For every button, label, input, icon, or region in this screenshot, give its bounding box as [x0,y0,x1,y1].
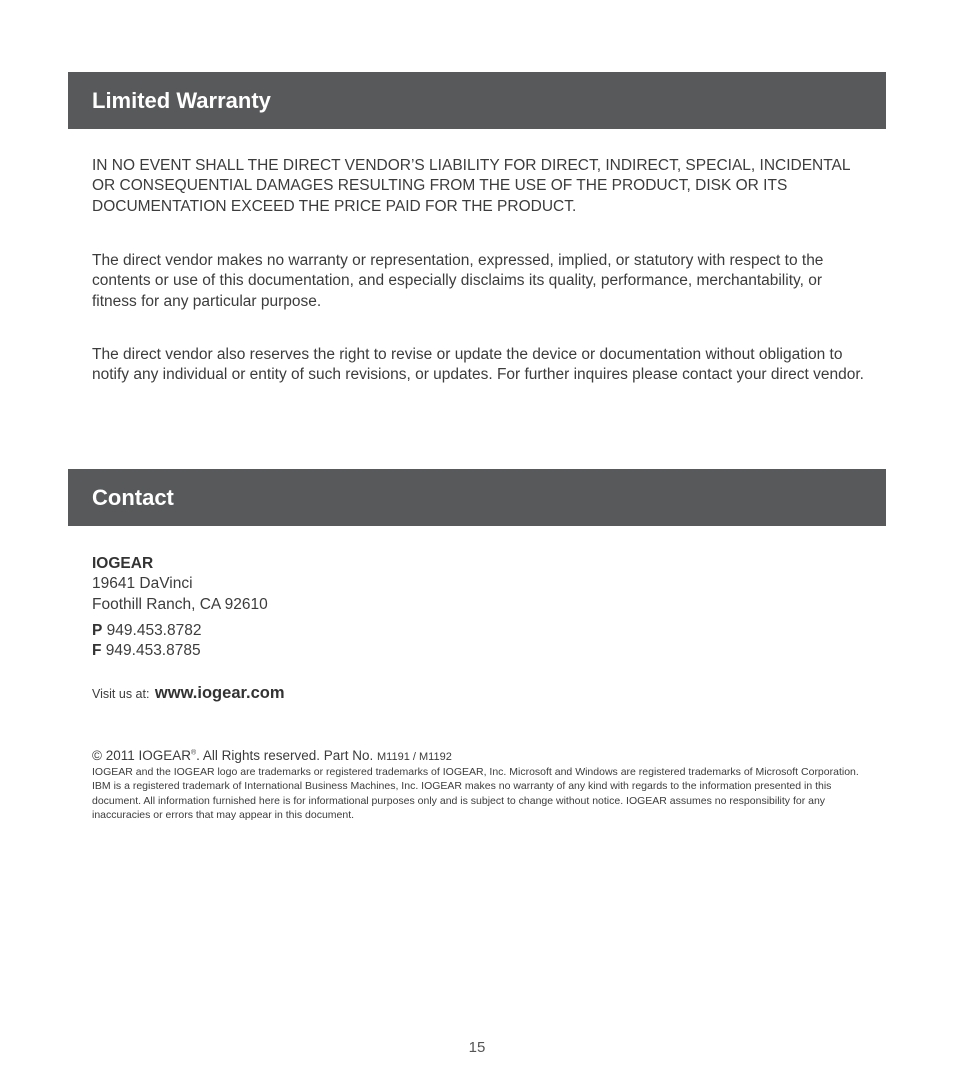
page-number: 15 [468,1039,486,1056]
phone-line [92,621,201,641]
contact-header [68,469,886,526]
address-line-1: 19641 DaVinci [92,575,193,593]
contact-address-block [92,554,268,615]
phone-number: 949.453.8782 [106,622,202,639]
registered-mark: ® [191,749,197,757]
warranty-revision-paragraph: The direct vendor also reserves the right to revise or update the device or documentation without obligation to notify any individual or entity of such revisions, or updates. For further inquires please contact your direct vendor. [92,346,864,384]
visit-line [92,684,285,703]
fax-number: 949.453.8785 [105,642,201,660]
limited-warranty-header [68,72,886,129]
limited-warranty-title: Limited Warranty [92,87,271,113]
visit-label: Visit us at: [92,687,150,701]
part-number: M1191 / M1192 [377,751,452,763]
phone-label: P [92,622,103,639]
copyright-line [92,748,452,763]
copyright-suffix: . All Rights reserved. Part No. [196,748,374,763]
contact-phones-block [92,621,201,662]
website-link[interactable]: www.iogear.com [154,684,285,702]
contact-title: Contact [92,484,174,510]
warranty-disclaimer-paragraph: The direct vendor makes no warranty or representation, expressed, implied, or statutory with respect to the contents or use of this documentation, and especially disclaims its quality, performance, merchantability, or fitness for any particular purpose. [92,252,824,310]
company-name: IOGEAR [92,555,154,572]
address-line-2: Foothill Ranch, CA 92610 [92,595,268,613]
warranty-liability-paragraph: IN NO EVENT SHALL THE DIRECT VENDOR’S LIABILITY FOR DIRECT, INDIRECT, SPECIAL, INCIDENTAL OR CONSEQUENTIAL DAMAGES RESULTING FROM THE USE OF THE PRODUCT, DISK OR ITS DOCUMENTATION EXCEED THE PRICE PAID FOR THE PRODUCT. [92,157,850,215]
fax-label: F [92,642,102,660]
legal-trademark-text: IOGEAR and the IOGEAR logo are trademarks or registered trademarks of IOGEAR, Inc. Microsoft and Windows are registered trademarks of Microsoft Corporation. IBM is a registered trademark of International Business Machines, Inc. IOGEAR makes no warranty of any kind with regards to the information presented in this document. All information furnished here is for informational purposes only and is subject to change without notice. IOGEAR assumes no responsibility for any inaccuracies or errors that may appear in this document. [92,766,859,821]
fax-line [92,641,201,661]
copyright-prefix: © 2011 IOGEAR [92,748,191,763]
